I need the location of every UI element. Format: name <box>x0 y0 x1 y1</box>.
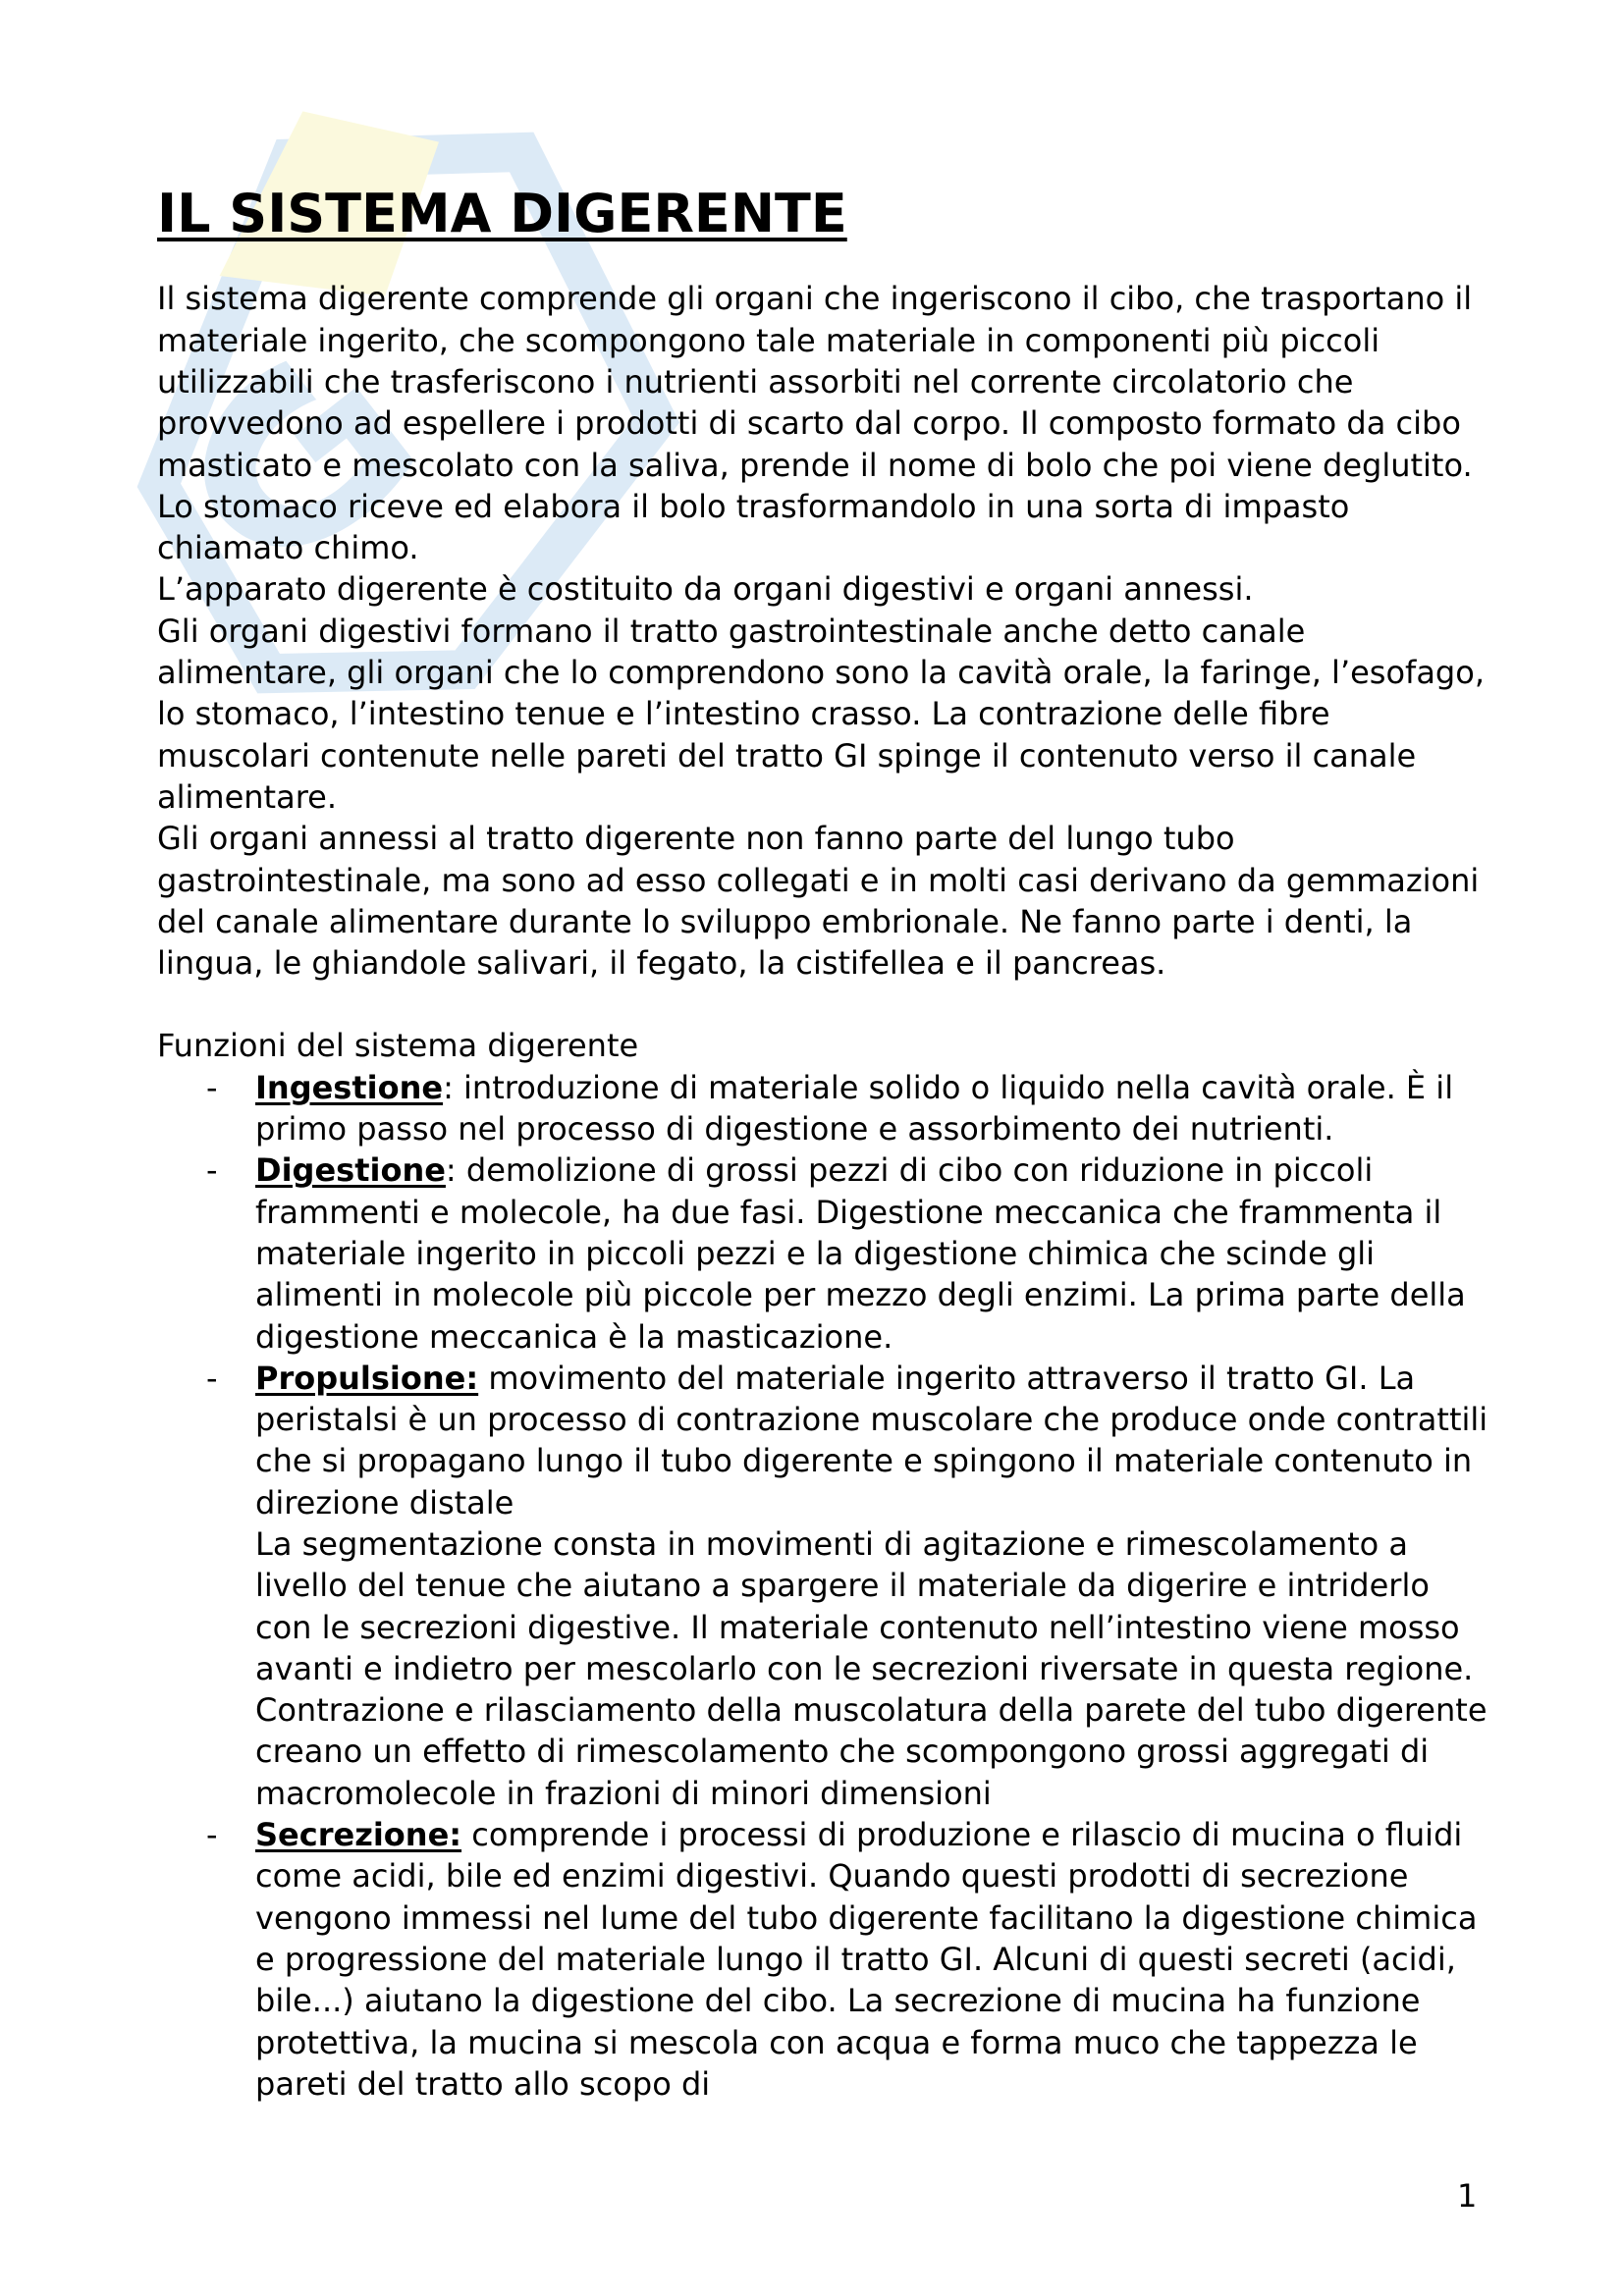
definition-segmentazione: La segmentazione consta in movimenti di agitazione e rimescolamento a livello del tenue che aiutano a spargere il materiale da digerire e intriderlo con le secrezioni digestive. Il materiale contenuto nell’intestino viene mosso avanti e indietro per mescolarlo con le secrezioni riversate in questa regione. Contrazione e rilasciamento della muscolatura della parete del tubo digerente creano un effetto di rimescolamento che scompongono grossi aggregati di macromolecole in frazioni di minori dimensioni <box>255 1525 1488 1812</box>
accessory-organs-paragraph: Gli organi annessi al tratto digerente non fanno parte del lungo tubo gastrointestinale, ma sono ad esso collegati e in molti casi derivano da gemmazioni del canale alimentare durante lo sviluppo embrionale. Ne fanno parte i denti, la lingua, le ghiandole salivari, il fegato, la cistifellea e il pancreas. <box>157 820 1480 983</box>
list-item-ingestione <box>157 1067 1492 1150</box>
document-body <box>157 185 1492 2105</box>
list-item-secrezione <box>157 1814 1492 2105</box>
apparatus-paragraph: L’apparato digerente è costituito da organi digestivi e organi annessi. <box>157 570 1254 609</box>
bullet-dash: - <box>206 1359 218 1397</box>
list-item-digestione <box>157 1149 1492 1357</box>
digestive-organs-paragraph: Gli organi digestivi formano il tratto gastrointestinale anche detto canale alimentare, gli organi che lo comprendono sono la cavità orale, la faringe, l’esofago, lo stomaco, l’intestino tenue e l’intestino crasso. La contrazione delle fibre muscolari contenute nelle pareti del tratto GI spinge il contenuto verso il canale alimentare. <box>157 612 1485 816</box>
functions-list <box>157 1067 1492 2105</box>
term-secrezione: Secrezione: <box>255 1816 462 1854</box>
bullet-dash: - <box>206 1068 218 1106</box>
definition-propulsione: movimento del materiale ingerito attraverso il tratto GI. La peristalsi è un processo di contrazione muscolare che produce onde contrattili che si propagano lungo il tubo digerente e spingono il materiale contenuto in direzione distale <box>255 1359 1488 1522</box>
term-ingestione: Ingestione <box>255 1068 444 1106</box>
paragraph-gap <box>157 984 1492 1025</box>
intro-paragraph: Il sistema digerente comprende gli organi che ingeriscono il cibo, che trasportano il materiale ingerito, che scompongono tale materiale in componenti più piccoli utilizzabili che trasferiscono i nutrienti assorbiti nel corrente circolatorio che provvedono ad espellere i prodotti di scarto dal corpo. Il composto formato da cibo masticato e mescolato con la saliva, prende il nome di bolo che poi viene deglutito. Lo stomaco riceve ed elabora il bolo trasformandolo in una sorta di impasto chiamato chimo. <box>157 280 1473 567</box>
page-number: 1 <box>1457 2177 1478 2215</box>
term-propulsione: Propulsione: <box>255 1359 479 1397</box>
list-item-propulsione <box>157 1358 1492 1814</box>
document-title: IL SISTEMA DIGERENTE <box>157 183 847 244</box>
definition-ingestione: : introduzione di materiale solido o liquido nella cavità orale. È il primo passo nel processo di digestione e assorbimento dei nutrienti. <box>255 1068 1454 1148</box>
definition-digestione: : demolizione di grossi pezzi di cibo con riduzione in piccoli frammenti e molecole, ha due fasi. Digestione meccanica che frammenta il materiale ingerito in piccoli pezzi e la digestione chimica che scinde gli alimenti in molecole più piccole per mezzo degli enzimi. La prima parte della digestione meccanica è la masticazione. <box>255 1151 1466 1356</box>
bullet-dash: - <box>206 1816 218 1854</box>
term-digestione: Digestione <box>255 1151 446 1190</box>
functions-heading: Funzioni del sistema digerente <box>157 1027 639 1065</box>
definition-secrezione: comprende i processi di produzione e rilascio di mucina o fluidi come acidi, bile ed enzimi digestivi. Quando questi prodotti di secrezione vengono immessi nel lume del tubo digerente facilitano la digestione chimica e progressione del materiale lungo il tratto GI. Alcuni di questi secreti (acidi, bile...) aiutano la digestione del cibo. La secrezione di mucina ha funzione protettiva, la mucina si mescola con acqua e forma muco che tappezza le pareti del tratto allo scopo di <box>255 1816 1478 2103</box>
bullet-dash: - <box>206 1151 218 1190</box>
